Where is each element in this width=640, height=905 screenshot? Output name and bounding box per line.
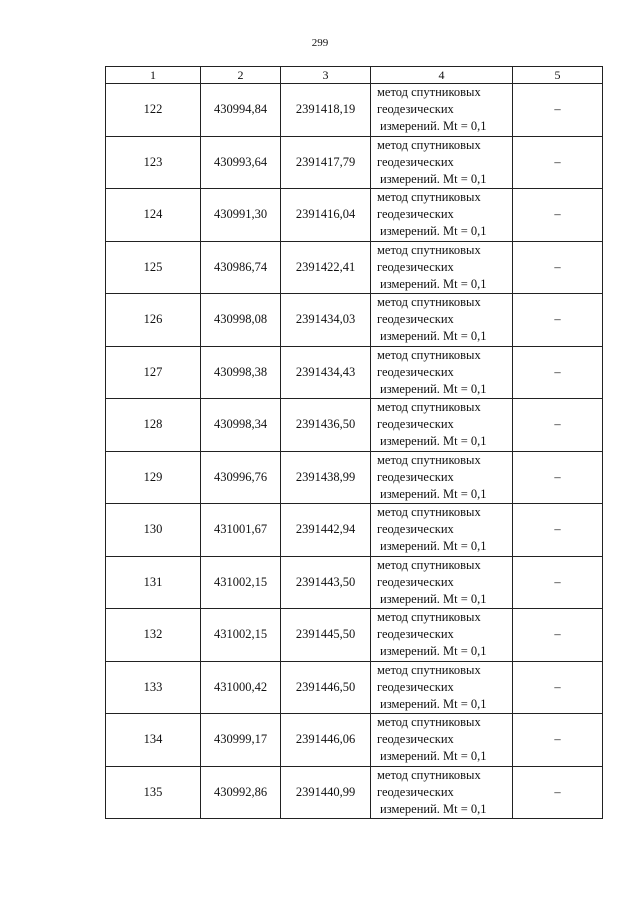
x-coordinate-cell: 431002,15 [201, 556, 281, 609]
method-text-line: геодезических [377, 732, 454, 747]
method-text-line: измерений. Mt = 0,1 [380, 276, 487, 291]
method-cell [371, 241, 513, 294]
point-number-cell: 133 [106, 661, 201, 714]
y-coordinate-cell: 2391446,50 [281, 661, 371, 714]
method-text-line: геодезических [377, 207, 454, 222]
x-coordinate-cell: 431002,15 [201, 609, 281, 662]
method-text-line: метод спутниковых [377, 137, 481, 152]
x-coordinate-cell: 431000,42 [201, 661, 281, 714]
y-coordinate-cell: 2391417,79 [281, 136, 371, 189]
note-cell: – [513, 241, 603, 294]
table-row [106, 294, 603, 347]
column-header-1: 1 [106, 67, 201, 84]
x-coordinate-cell: 430998,34 [201, 399, 281, 452]
x-coordinate-cell: 430998,08 [201, 294, 281, 347]
method-text-line: измерений. Mt = 0,1 [380, 801, 487, 816]
point-number-cell: 130 [106, 504, 201, 557]
x-coordinate-cell: 431001,67 [201, 504, 281, 557]
table-body [106, 84, 603, 819]
method-cell [371, 609, 513, 662]
x-coordinate-cell: 430991,30 [201, 189, 281, 242]
table-row [106, 399, 603, 452]
x-coordinate-cell: 430999,17 [201, 714, 281, 767]
point-number-cell: 129 [106, 451, 201, 504]
method-text-line: геодезических [377, 417, 454, 432]
method-text-line: геодезических [377, 522, 454, 537]
method-text-line: геодезических [377, 679, 454, 694]
method-text-line: измерений. Mt = 0,1 [380, 591, 487, 606]
note-cell: – [513, 609, 603, 662]
method-text-line: геодезических [377, 312, 454, 327]
table-row [106, 241, 603, 294]
method-text-line: метод спутниковых [377, 190, 481, 205]
method-text-line: метод спутниковых [377, 505, 481, 520]
method-text-line: метод спутниковых [377, 85, 481, 100]
x-coordinate-cell: 430996,76 [201, 451, 281, 504]
method-text-line: измерений. Mt = 0,1 [380, 696, 487, 711]
method-text-line: геодезических [377, 784, 454, 799]
note-cell: – [513, 294, 603, 347]
method-cell [371, 556, 513, 609]
point-number-cell: 132 [106, 609, 201, 662]
method-text-line: геодезических [377, 154, 454, 169]
note-cell: – [513, 84, 603, 137]
page-number: 299 [311, 37, 329, 49]
y-coordinate-cell: 2391418,19 [281, 84, 371, 137]
y-coordinate-cell: 2391422,41 [281, 241, 371, 294]
method-cell [371, 346, 513, 399]
table-row [106, 556, 603, 609]
note-cell: – [513, 136, 603, 189]
y-coordinate-cell: 2391442,94 [281, 504, 371, 557]
point-number-cell: 125 [106, 241, 201, 294]
x-coordinate-cell: 430986,74 [201, 241, 281, 294]
point-number-cell: 127 [106, 346, 201, 399]
method-text-line: измерений. Mt = 0,1 [380, 224, 487, 239]
method-text-line: геодезических [377, 364, 454, 379]
table-row [106, 504, 603, 557]
y-coordinate-cell: 2391445,50 [281, 609, 371, 662]
method-text-line: измерений. Mt = 0,1 [380, 486, 487, 501]
method-text-line: метод спутниковых [377, 557, 481, 572]
point-number-cell: 134 [106, 714, 201, 767]
method-text-line: метод спутниковых [377, 452, 481, 467]
method-text-line: измерений. Mt = 0,1 [380, 434, 487, 449]
column-header-3: 3 [281, 67, 371, 84]
method-cell [371, 399, 513, 452]
note-cell: – [513, 766, 603, 819]
header-row [106, 67, 603, 84]
point-number-cell: 131 [106, 556, 201, 609]
table-row [106, 661, 603, 714]
method-cell [371, 714, 513, 767]
table-row [106, 346, 603, 399]
method-cell [371, 189, 513, 242]
y-coordinate-cell: 2391416,04 [281, 189, 371, 242]
method-text-line: геодезических [377, 469, 454, 484]
method-text-line: измерений. Mt = 0,1 [380, 171, 487, 186]
table-row [106, 451, 603, 504]
note-cell: – [513, 399, 603, 452]
method-text-line: измерений. Mt = 0,1 [380, 539, 487, 554]
method-text-line: метод спутниковых [377, 347, 481, 362]
note-cell: – [513, 346, 603, 399]
x-coordinate-cell: 430998,38 [201, 346, 281, 399]
method-text-line: геодезических [377, 259, 454, 274]
method-cell [371, 661, 513, 714]
note-cell: – [513, 189, 603, 242]
method-text-line: измерений. Mt = 0,1 [380, 329, 487, 344]
point-number-cell: 122 [106, 84, 201, 137]
method-text-line: метод спутниковых [377, 242, 481, 257]
x-coordinate-cell: 430992,86 [201, 766, 281, 819]
table-header [106, 67, 603, 84]
table-row [106, 84, 603, 137]
note-cell: – [513, 714, 603, 767]
note-cell: – [513, 451, 603, 504]
method-cell [371, 451, 513, 504]
y-coordinate-cell: 2391440,99 [281, 766, 371, 819]
y-coordinate-cell: 2391436,50 [281, 399, 371, 452]
method-text-line: измерений. Mt = 0,1 [380, 644, 487, 659]
table-row [106, 189, 603, 242]
method-text-line: метод спутниковых [377, 662, 481, 677]
point-number-cell: 126 [106, 294, 201, 347]
table-row [106, 714, 603, 767]
method-cell [371, 766, 513, 819]
method-text-line: метод спутниковых [377, 767, 481, 782]
method-text-line: метод спутниковых [377, 295, 481, 310]
table-row [106, 136, 603, 189]
x-coordinate-cell: 430994,84 [201, 84, 281, 137]
method-text-line: геодезических [377, 627, 454, 642]
y-coordinate-cell: 2391434,43 [281, 346, 371, 399]
method-cell [371, 294, 513, 347]
note-cell: – [513, 504, 603, 557]
method-text-line: измерений. Mt = 0,1 [380, 381, 487, 396]
y-coordinate-cell: 2391443,50 [281, 556, 371, 609]
method-text-line: метод спутниковых [377, 715, 481, 730]
y-coordinate-cell: 2391446,06 [281, 714, 371, 767]
point-number-cell: 123 [106, 136, 201, 189]
method-text-line: метод спутниковых [377, 400, 481, 415]
method-text-line: измерений. Mt = 0,1 [380, 119, 487, 134]
method-text-line: геодезических [377, 574, 454, 589]
method-text-line: измерений. Mt = 0,1 [380, 749, 487, 764]
coordinates-table [105, 66, 603, 819]
method-cell [371, 136, 513, 189]
point-number-cell: 128 [106, 399, 201, 452]
point-number-cell: 135 [106, 766, 201, 819]
table-row [106, 609, 603, 662]
method-text-line: метод спутниковых [377, 610, 481, 625]
note-cell: – [513, 556, 603, 609]
y-coordinate-cell: 2391434,03 [281, 294, 371, 347]
column-header-2: 2 [201, 67, 281, 84]
column-header-4: 4 [371, 67, 513, 84]
note-cell: – [513, 661, 603, 714]
method-cell [371, 84, 513, 137]
table-row [106, 766, 603, 819]
x-coordinate-cell: 430993,64 [201, 136, 281, 189]
method-text-line: геодезических [377, 102, 454, 117]
point-number-cell: 124 [106, 189, 201, 242]
method-cell [371, 504, 513, 557]
y-coordinate-cell: 2391438,99 [281, 451, 371, 504]
column-header-5: 5 [513, 67, 603, 84]
